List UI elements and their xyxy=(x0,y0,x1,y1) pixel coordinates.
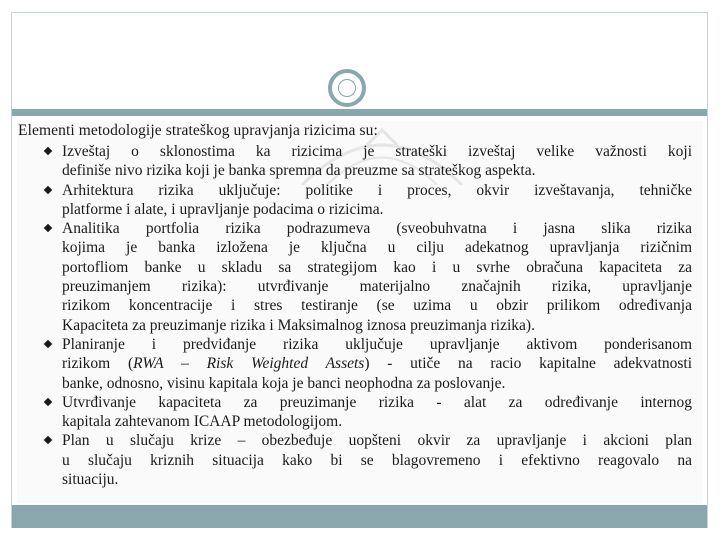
list-item-line: Kapaciteta za preuzimanje rizika i Maksimalnog iznosa preuzimanja rizika). xyxy=(62,316,535,334)
divider-band xyxy=(12,109,707,116)
list-item xyxy=(62,431,692,489)
list-item-line: Analitika portfolia rizika podrazumeva (sveobuhvatna i jasna slika rizika xyxy=(62,220,692,238)
list-item-line: Planiranje i predviđanje rizika uključuje upravljanje aktivom ponderisanom xyxy=(62,335,692,353)
list-item-line: kapitala zahtevanom ICAAP metodologijom. xyxy=(62,413,343,431)
rwa-prefix: rizikom ( xyxy=(62,355,134,373)
list-item-line: rizikom koncentracije i stres testiranje (se uzima u obzir prilikom određivanja xyxy=(62,297,692,315)
list-item-line: portofliom banke u skladu sa strategijom kao i u svrhe obračuna kapaciteta za xyxy=(62,258,692,276)
list-item-line: preuzimanjem rizika): utvrđivanje materijalno značajnih rizika, upravljanje xyxy=(62,278,692,296)
list-item xyxy=(62,393,692,432)
list-item xyxy=(62,335,692,393)
bullet-list xyxy=(62,142,692,489)
rwa-term: RWA – Risk Weighted Assets xyxy=(133,355,365,373)
ring-ornament-icon xyxy=(328,69,366,107)
footer-band xyxy=(12,505,707,528)
ring-inner xyxy=(338,79,356,97)
list-item-line: situaciju. xyxy=(62,471,119,489)
list-item-line: definiše nivo rizika koji je banka spremna da preuzme sa strateškog aspekta. xyxy=(62,162,536,180)
rwa-suffix: ) - utiče na racio kapitalne adekvatnosti xyxy=(364,355,692,373)
list-item xyxy=(62,219,692,335)
list-item-line: platforme i alate, i upravljanje podacima o rizicima. xyxy=(62,200,384,218)
list-item xyxy=(62,181,692,220)
list-item-line: Izveštaj o sklonostima ka rizicima je strateški izveštaj velike važnosti koji xyxy=(62,143,692,160)
list-item-line-rwa xyxy=(62,354,692,373)
content-heading: Elementi metodologije strateškog upravjanja rizicima su: xyxy=(18,122,378,139)
list-item-line: Utvrđivanje kapaciteta za preuzimanje rizika - alat za određivanje internog xyxy=(62,393,692,411)
list-item-line: banke, odnosno, visinu kapitala koja je banci neophodna za poslovanje. xyxy=(62,374,506,392)
list-item-line: Arhitektura rizika uključuje: politike i proces, okvir izveštavanja, tehničke xyxy=(62,181,692,199)
list-item-line: u slučaju kriznih situacija kako bi se blagovremeno i efektivno reagovalo na xyxy=(62,451,692,469)
list-item-line: kojima je banka izložena je ključna u cilju adekatnog upravljanja rizičnim xyxy=(62,239,692,257)
divider-gap xyxy=(12,116,707,119)
list-item xyxy=(62,142,692,181)
list-item-line: Plan u slučaju krize – obezbeđuje uopšteni okvir za upravljanje i akcioni plan xyxy=(62,432,692,450)
